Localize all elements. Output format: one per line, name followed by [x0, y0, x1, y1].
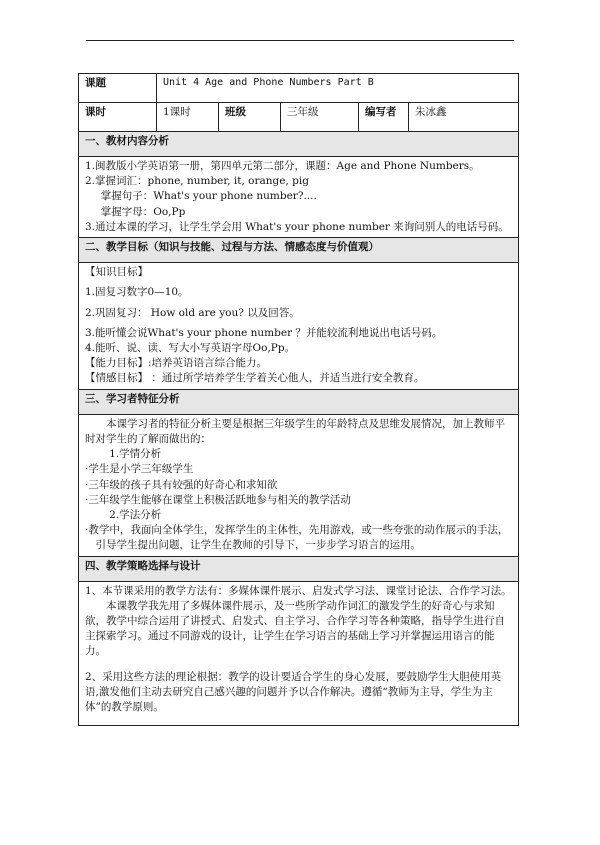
section-3-header [79, 389, 519, 414]
s4-para-3: 2、采用这些方法的理论根据：教学的设计要适合学生的身心发展，要鼓励学生大胆使用英语,激发他们主动去研究自己感兴趣的问题并予以合作解决。遵循“教师为主导，学生为主体”的教学原则。 [85, 670, 502, 714]
s3-bullet-3: ·三年级学生能够在课堂上积极活跃地参与相关的教学活动 [85, 493, 351, 506]
s3-bullet-1: ·学生是小学三年级学生 [85, 463, 194, 476]
info-row [79, 103, 519, 132]
s3-sub-2: 2.学法分析 [109, 508, 162, 521]
s1-line-4: 掌握字母：Oo,Pp [100, 205, 186, 218]
s4-para-1: 1、本节课采用的教学方法有：多媒体课件展示、启发式学习法、课堂讨论法、合作学习法。 [85, 584, 512, 597]
s3-bullet-2: ·三年级的孩子具有较强的好奇心和求知欲 [85, 478, 278, 491]
section-3-title: 三、学习者特征分析 [79, 389, 519, 414]
title-value: Unit 4 Age and Phone Numbers Part B [157, 74, 519, 103]
ability-goal: 【能力目标】:培养英语语言综合能力。 [85, 357, 268, 370]
author-label: 编写者 [359, 103, 409, 132]
knowledge-3: 3.能听懂会说What's your phone number ？并能较流利地说出电话号码。 [85, 326, 443, 339]
s1-line-5: 3.通过本课的学习，让学生学会用 What's your phone number 来询问别人的电话号码。 [85, 220, 509, 233]
lesson-plan-table [78, 73, 519, 726]
s4-para-2: 本课教学我先用了多媒体课件展示，及一些所学动作词汇的激发学生的好奇心与求知欲，教学中综合运用了讲授式、启发式、自主学习、合作学习等各种策略，指导学生进行自主探索学习。通过不同游戏的设计，让学生在学习语言的基础上学习并掌握运用语言的能力。 [85, 599, 505, 658]
title-label: 课题 [79, 74, 157, 103]
section-4-title: 四、教学策略选择与设计 [79, 556, 519, 581]
s1-line-3: 掌握句子：What's your phone number?.... [100, 190, 317, 203]
section-1-content [79, 157, 519, 238]
period-value: 1课时 [157, 103, 219, 132]
emotion-goal: 【情感目标】 ：通过所学培养学生学着关心他人，并适当进行安全教育。 [85, 372, 425, 385]
section-1-header [79, 132, 519, 157]
top-rule [86, 40, 514, 41]
knowledge-heading: 【知识目标】 [85, 266, 148, 279]
section-2-body [79, 263, 519, 390]
section-2-content [79, 263, 519, 390]
section-3-content [79, 414, 519, 556]
class-label: 班级 [219, 103, 281, 132]
s3-sub-1: 1.学情分析 [109, 448, 162, 461]
knowledge-2: 2.巩固复习： How old are you? 以及回答。 [85, 306, 300, 319]
s1-line-1: 1.闽教版小学英语第一册，第四单元第二部分，课题：Age and Phone Numbers。 [85, 160, 480, 172]
section-1-title: 一、教材内容分析 [79, 132, 519, 157]
class-value: 三年级 [281, 103, 359, 132]
period-label: 课时 [79, 103, 157, 132]
s4-spacer [85, 715, 512, 723]
section-1-body [79, 157, 519, 238]
section-3-body [79, 414, 519, 556]
section-2-title: 二、教学目标（知识与技能、过程与方法、情感态度与价值观） [79, 238, 519, 263]
title-row [79, 74, 519, 103]
knowledge-4: 4.能听、说、读、写大小写英语字母Oo,Pp。 [85, 341, 296, 354]
section-4-body [79, 581, 519, 726]
section-4-content [79, 581, 519, 726]
section-2-header [79, 238, 519, 263]
s1-line-2: 2.掌握词汇：phone, number, it, orange, pig [85, 175, 309, 188]
section-4-header [79, 556, 519, 581]
author-value: 朱冰鑫 [409, 103, 519, 132]
s3-intro: 本课学习者的特征分析主要是根据三年级学生的年龄特点及思维发展情况，加上教师平时对学生的了解而做出的： [85, 417, 505, 445]
s3-bullet-4: ·教学中，我面向全体学生，发挥学生的主体性，先用游戏，或一些夸张的动作展示的手法，引导学生提出问题，让学生在教师的引导下，一步步学习语言的运用。 [85, 524, 509, 552]
knowledge-1: 1.固复习数字0—10。 [85, 286, 189, 299]
